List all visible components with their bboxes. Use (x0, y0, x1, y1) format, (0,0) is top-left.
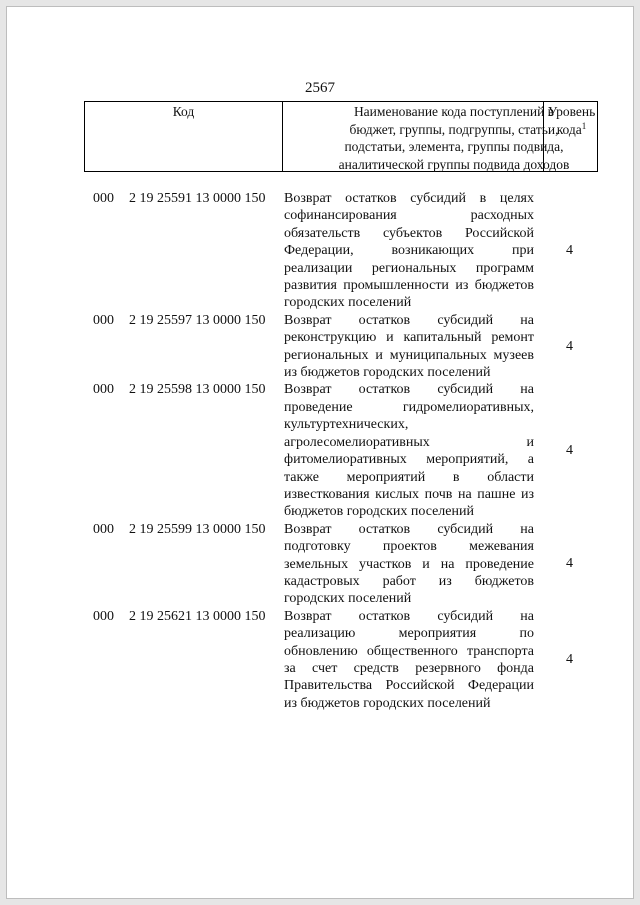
code-level: 4 (566, 338, 573, 354)
code-level: 4 (566, 556, 573, 572)
header-name-line: подстатьи, элемента, группы подвида, (344, 139, 564, 154)
header-level (543, 102, 599, 171)
header-name-line: бюджет, группы, подгруппы, статьи, (349, 121, 559, 137)
revenue-code: 2 19 25591 13 0000 150 (129, 191, 266, 206)
header-level-line2: кода$^1$ (556, 120, 587, 137)
header-code: Код (172, 104, 195, 119)
header-name-line: Наименование кода поступлений в (353, 104, 555, 119)
admin-code: 000 (93, 382, 114, 398)
table-row (0, 312, 640, 382)
revenue-name: Возврат остатков субсидий на реконструкцию и капитальный ремонт региональных и муниципальных музеев из бюджетов городских поселений (284, 312, 534, 381)
table-row (0, 381, 640, 520)
admin-code: 000 (93, 521, 114, 537)
revenue-name: Возврат остатков субсидий на проведение гидромелиоративных, культуртехнических, агролесомелиоративных и фитомелиоративных мероприятий, а также мероприятий в области известкования кислых почв на пашне из бюджетов городских поселений (284, 382, 534, 520)
page-number: 2567 (305, 80, 335, 96)
revenue-name: Возврат остатков субсидий в целях софинансирования расходных обязательств субъектов Российской Федерации, возникающих при реализации региональных программ развития промышленности из бюджетов городских поселений (284, 191, 534, 311)
table-row (0, 190, 640, 312)
footnote-mark: 1 (581, 120, 587, 131)
header-level-line1: Уровень (547, 104, 596, 119)
table-body (0, 190, 640, 712)
header-name-line: аналитической группы подвида доходов (338, 156, 570, 172)
revenue-code: 2 19 25599 13 0000 150 (129, 521, 266, 537)
revenue-code: 2 19 25598 13 0000 150 (129, 382, 266, 398)
admin-code: 000 (93, 608, 114, 624)
code-level: 4 (566, 443, 573, 459)
revenue-code: 2 19 25621 13 0000 150 (129, 608, 266, 624)
table-header (84, 101, 598, 172)
revenue-code: 2 19 25597 13 0000 150 (129, 312, 266, 328)
admin-code: 000 (93, 191, 114, 206)
revenue-name: Возврат остатков субсидий на подготовку проектов межевания земельных участков и на проведение кадастровых работ из бюджетов городских поселений (284, 521, 534, 607)
table-row (0, 521, 640, 608)
code-level: 4 (566, 242, 573, 258)
code-level: 4 (566, 651, 573, 667)
table-row (0, 608, 640, 712)
revenue-name: Возврат остатков субсидий на реализацию мероприятия по обновлению общественного транспорта за счет средств резервного фонда Правительства Российской Федерации из бюджетов городских поселений (284, 608, 534, 711)
admin-code: 000 (93, 312, 114, 328)
